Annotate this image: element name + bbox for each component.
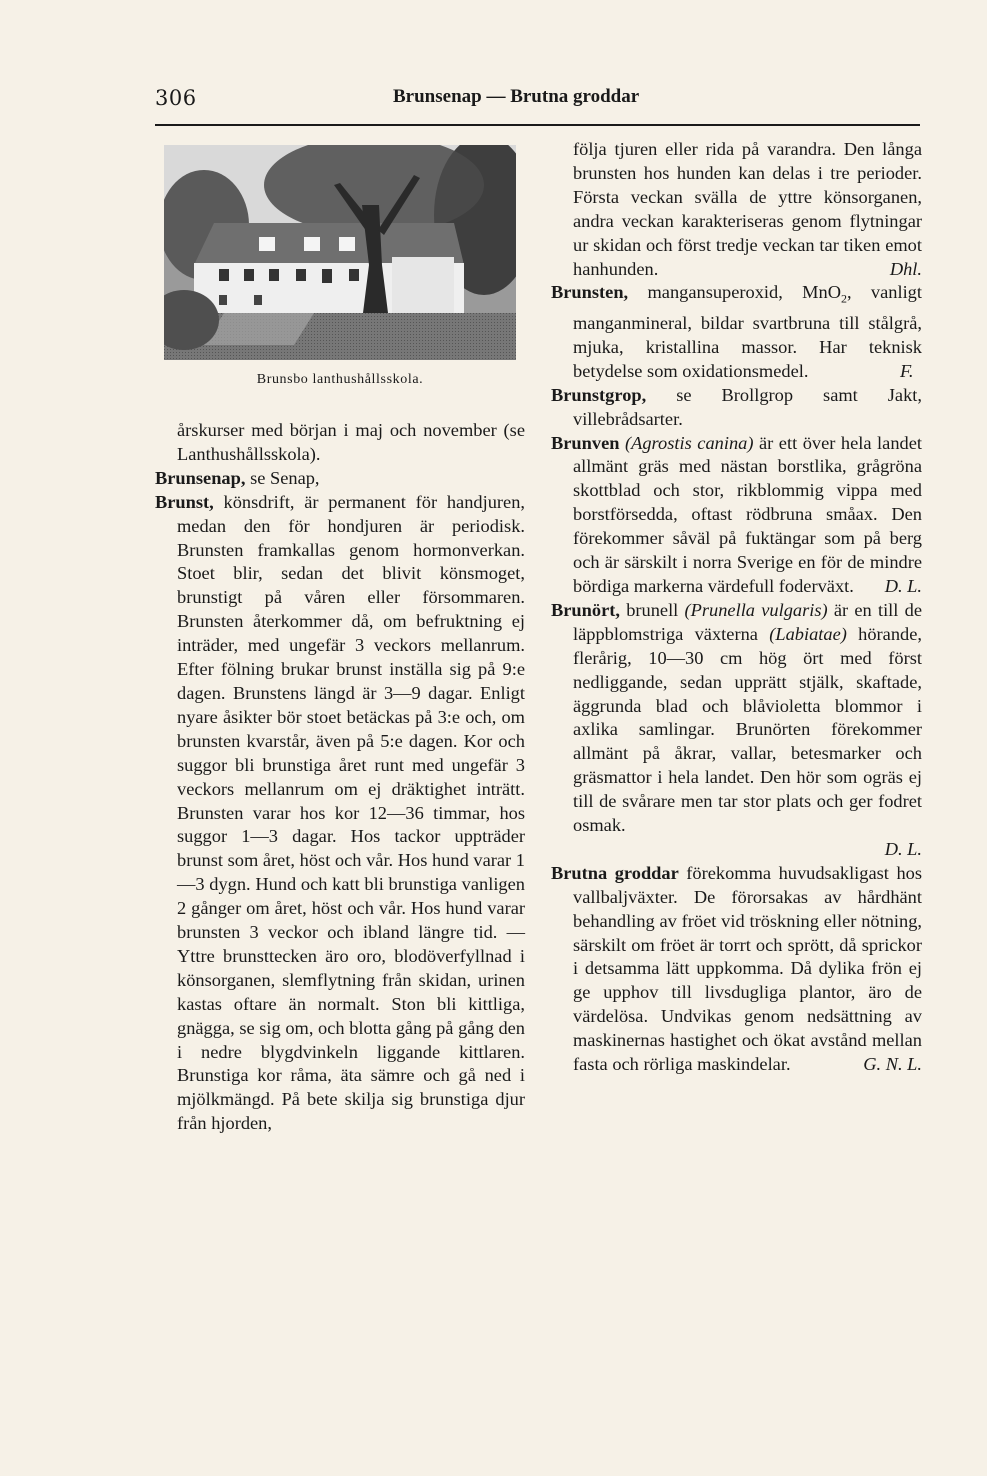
entry-brunort: [551, 599, 922, 862]
entry-text: könsdrift, är permanent för handjuren, medan den för hondjuren är periodisk. Brunsten framkallas genom hormonverkan. Stoet blir, sedan det blivit könsmoget, brunstigt på våren eller försommaren. Brunsten återkommer då, om befruktning ej inträder, med ungefär 3 veckors mellanrum. Efter fölning brukar brunst inställa sig på 9:e dagen. Brunstens längd är 3—9 dagar. Enligt nyare åsikter bör stoet betäckas på 3:e och, om brunsten kvarstår, även på 5:e dagen. Kor och suggor bli brunstiga året runt med ungefär 3 veckors mellanrum om ej dräktighet inträtt. Brunsten varar hos kor 12—36 timmar, hos suggor 1—3 dagar. Hos tackor uppträder brunst som året, höst och vår. Hos hund varar 1—3 dygn. Hund och katt bli brunstiga vanligen 2 gånger om året, höst och vår. Hos hund varar brunsten 3 veckor och ibland längre tid. — Yttre brunsttecken äro oro, blodöverfyllnad i könsorganen, slemflytning från skidan, urinen kastas oftare än normalt. Ston bli kittliga, gnägga, se sig om, och blotta gång på gång den i nedre blygdvinkeln liggande kittlaren. Brunstiga kor råma, äta sämre och gå ned i mjölkmängd. På bete skilja sig brunstiga djur från hjorden,: [177, 491, 525, 1134]
author-signature: Dhl.: [889, 258, 922, 279]
running-title: Brunsenap — Brutna groddar: [393, 86, 640, 107]
right-column: [551, 138, 922, 1077]
headword-brutna-groddar: Brutna groddar: [551, 862, 679, 883]
entry-text: hörande, flerårig, 10—30 cm hög ört med först nedliggande, sedan upprätt stjälk, skaftade, äggrunda blad och blåvioletta blommor i axlika samlingar. Brunörten förekommer allmänt på åkrar, vallar, betesmarker och gräsmattor i hela landet. Den hör som ogräs ej till de svårare men tar stor plats och ger fodret osmak.: [573, 623, 922, 836]
school-photo: [164, 145, 516, 360]
photo-illustration: [164, 145, 516, 360]
headword-brunven: Brunven: [551, 432, 620, 453]
entry-brunsten: Brunsten, mangansuperoxid, MnO$_2$, vanligt manganmineral, bildar svartbruna till stålgrå, mjuka, kristallina massor. Har teknisk betydelse som oxidationsmedel. F.: [551, 282, 922, 381]
entry-brutna-groddar: [551, 862, 922, 1077]
header-rule: [155, 124, 920, 126]
headword-brunst: Brunst,: [155, 491, 214, 512]
latin-name: (Prunella vulgaris): [684, 599, 828, 620]
latin-name: (Labiatae): [769, 623, 847, 644]
entry-text: se Brollgrop samt Jakt, villebrådsarter.: [573, 384, 922, 429]
headword-brunsten: Brunsten,: [551, 282, 629, 303]
photo-caption: Brunsbo lanthushållsskola.: [256, 372, 424, 387]
continued-text-body: följa tjuren eller rida på varandra. Den långa brunsten hos hunden kan delas i tre perioder. Första veckan svälla de yttre könsorganen, andra veckan karakteriseras genom flytningar ur skidan och först tredje veckan tar tiken emot hanhunden.: [573, 139, 922, 279]
continued-text-body: årskurser med början i maj och november (se Lanthushållsskola).: [177, 420, 525, 464]
author-signature: D. L.: [884, 838, 922, 859]
headword-brunstgrop: Brunstgrop,: [551, 384, 647, 405]
headword-brunsenap: Brunsenap,: [155, 467, 246, 488]
author-signature: D. L.: [884, 575, 922, 596]
entry-text: se Senap,: [245, 467, 320, 488]
entry-brunsenap: [155, 467, 525, 491]
latin-name: (Agrostis canina): [619, 432, 754, 453]
entry-brunven: [551, 432, 922, 599]
author-signature-line: [573, 838, 922, 862]
page-number: 306: [155, 86, 197, 110]
continued-text: [551, 138, 922, 281]
entry-text: , vanligt manganmineral, bildar svartbruna till stålgrå, mjuka, kristallina massor. Har teknisk betydelse som oxidationsmedel.: [573, 282, 922, 381]
left-column: [155, 419, 525, 1136]
entry-brunst: [155, 491, 525, 1136]
entry-text: är ett över hela landet allmänt gräs med nästan borstlika, grågröna skottblad och stor, rikblommig vippa med borstförsedda, oftast rödbruna småax. Den förekommer såväl på fuktängar som på berg och är särskilt i norra Sverige en för de mindre bördiga markerna värdefull foderväxt.: [573, 432, 922, 596]
entry-text: mangansuperoxid, MnO: [628, 282, 841, 303]
entry-brunstgrop: [551, 384, 922, 432]
entry-text: förekomma huvudsakligast hos vallbaljväxter. De förorsakas av hårdhänt behandling av fröet vid tröskning eller nötning, särskilt om fröet är torrt och sprött, då sprickor i detsamma lätt uppkomma. Då dylika frön ej ge upphov till livsdugliga plantor, äro de värdelösa. Undvikas genom nedsättning av maskinernas hastighet och ökat avstånd mellan fasta och rörliga maskindelar.: [573, 862, 922, 1075]
entry-text: är en till de läppblomstriga växterna: [573, 599, 922, 644]
entry-text: brunell: [619, 599, 685, 620]
continued-text: [155, 419, 525, 467]
author-signature: G. N. L.: [863, 1054, 922, 1075]
page-header: [155, 84, 920, 114]
headword-brunort: Brunört,: [551, 599, 620, 620]
subscript: 2: [840, 292, 847, 307]
